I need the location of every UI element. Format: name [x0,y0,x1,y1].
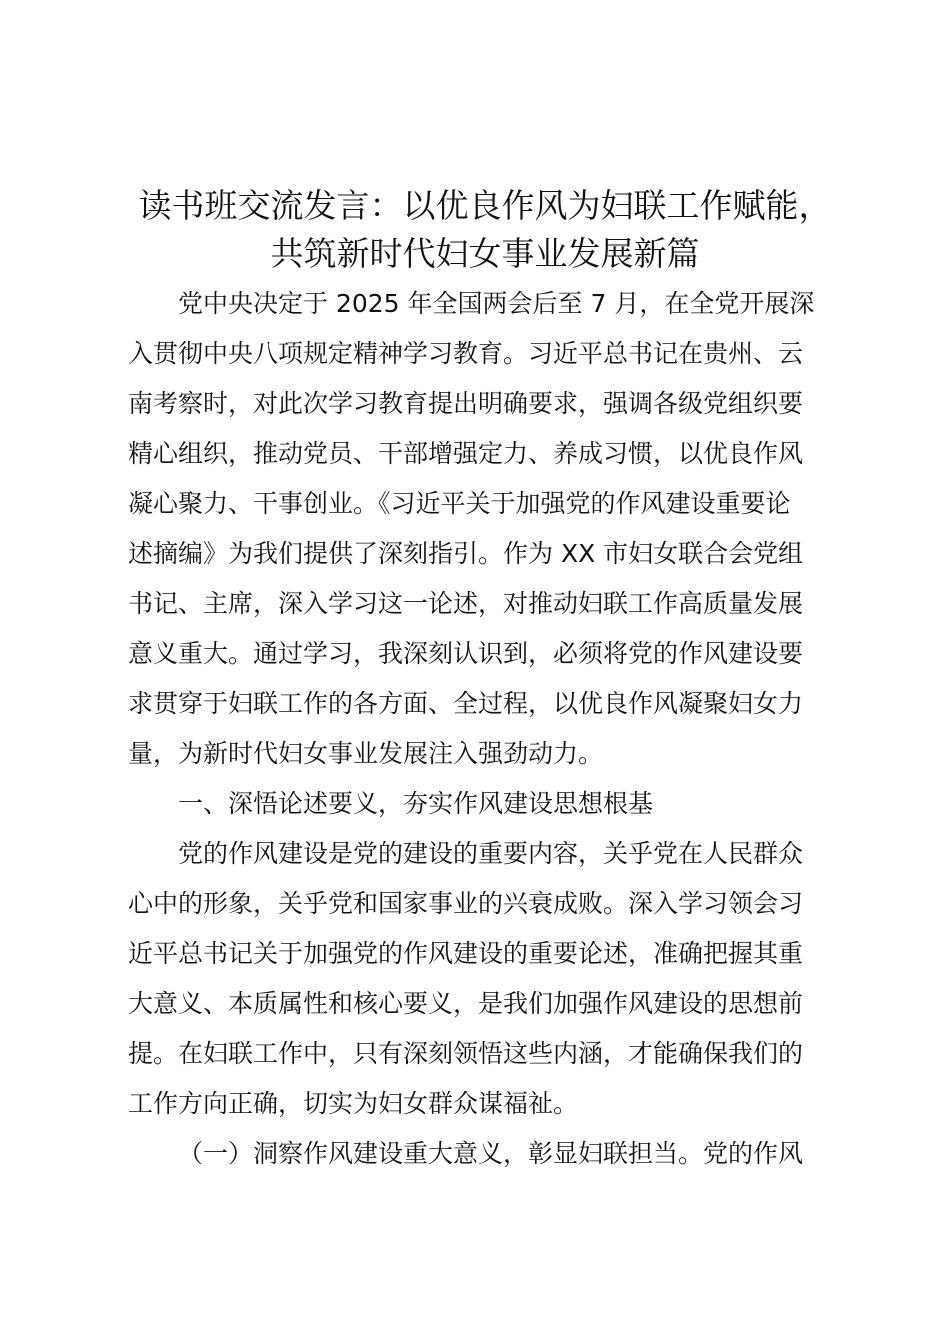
paragraph-1-line: 述摘编》为我们提供了深刻指引。作为 XX 市妇女联合会党组 [128,539,804,568]
document-title-line-1: 读书班交流发言：以优良作风为妇联工作赋能， [138,186,832,225]
paragraph-2-line: 党的作风建设是党的建设的重要内容，关乎党在人民群众 [178,839,804,868]
paragraph-1-line: 入贯彻中央八项规定精神学习教育。习近平总书记在贵州、云 [128,339,804,368]
paragraph-2-line: 工作方向正确，切实为妇女群众谋福祉。 [128,1089,579,1118]
paragraph-1-line: 意义重大。通过学习，我深刻认识到，必须将党的作风建设要 [128,639,804,668]
document-title-line-2: 共筑新时代妇女事业发展新篇 [270,234,700,273]
paragraph-1-line: 求贯穿于妇联工作的各方面、全过程，以优良作风凝聚妇女力 [128,689,804,718]
paragraph-1-line: 党中央决定于 2025 年全国两会后至 7 月，在全党开展深 [178,289,815,318]
paragraph-1-line: 南考察时，对此次学习教育提出明确要求，强调各级党组织要 [128,389,804,418]
paragraph-2-line: 心中的形象，关乎党和国家事业的兴衰成败。深入学习领会习 [128,889,804,918]
paragraph-3-line: （一）洞察作风建设重大意义，彰显妇联担当。党的作风 [178,1139,804,1168]
section-1-heading: 一、深悟论述要义，夯实作风建设思想根基 [178,789,654,818]
paragraph-2-line: 近平总书记关于加强党的作风建设的重要论述，准确把握其重 [128,939,804,968]
paragraph-1-line: 书记、主席，深入学习这一论述，对推动妇联工作高质量发展 [128,589,804,618]
paragraph-1-line: 凝心聚力、干事创业。《习近平关于加强党的作风建设重要论 [128,489,791,518]
paragraph-2-line: 提。在妇联工作中，只有深刻领悟这些内涵，才能确保我们的 [128,1039,804,1068]
paragraph-2-line: 大意义、本质属性和核心要义，是我们加强作风建设的思想前 [128,989,804,1018]
paragraph-1-line: 量，为新时代妇女事业发展注入强劲动力。 [128,739,604,768]
paragraph-1-line: 精心组织，推动党员、干部增强定力、养成习惯，以优良作风 [128,439,804,468]
